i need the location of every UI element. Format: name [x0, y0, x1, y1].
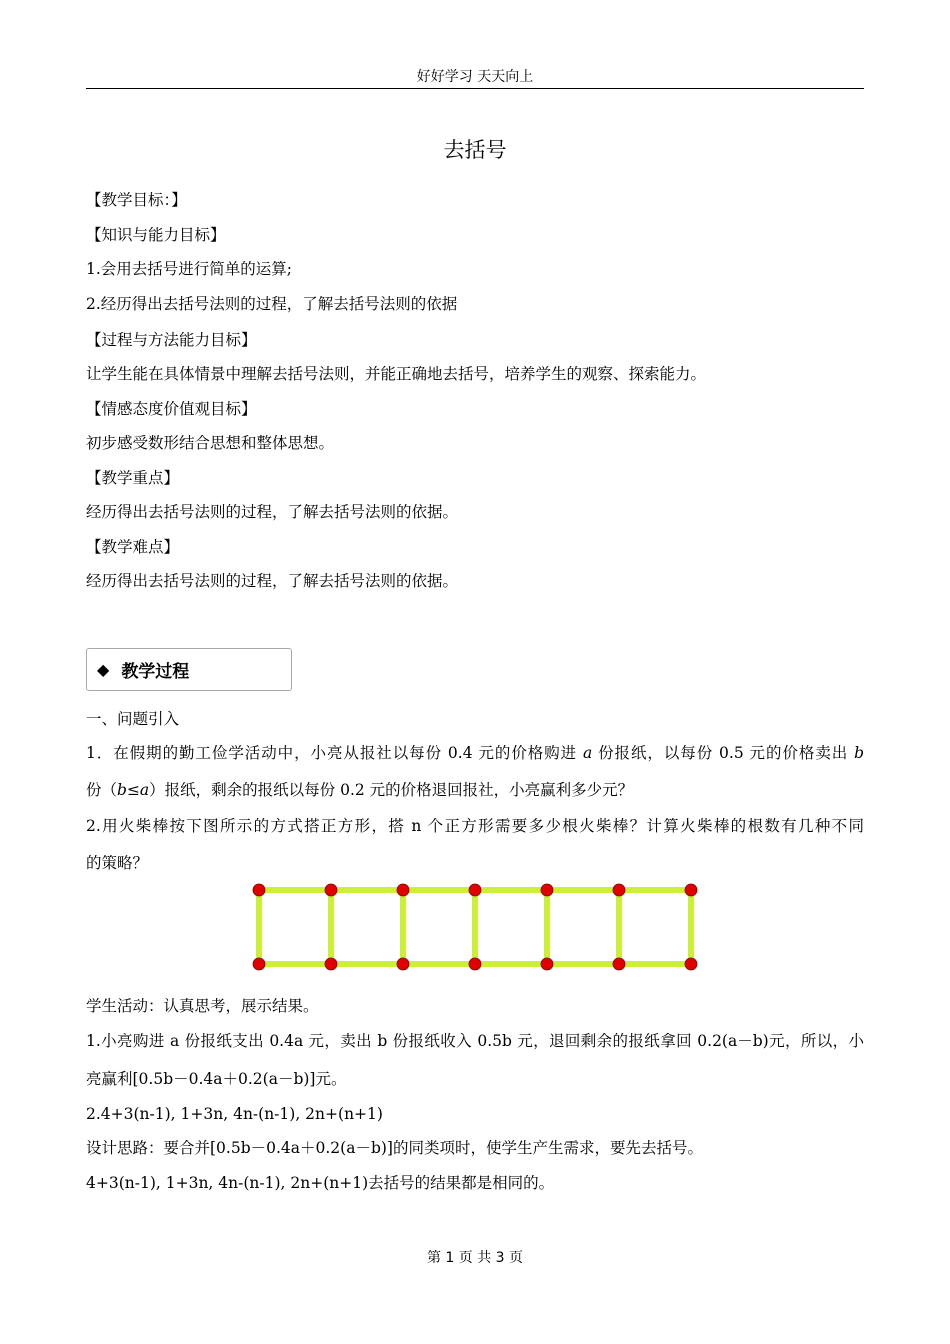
- key-point-text: 经历得出去括号法则的过程，了解去括号法则的依据。: [86, 503, 459, 521]
- teaching-process-box: [86, 648, 292, 691]
- document-title: 去括号: [443, 138, 507, 162]
- matchsticks: [259, 890, 691, 964]
- answer-1-line-1: 1.小亮购进 a 份报纸支出 0.4a 元，卖出 b 份报纸收入 0.5b 元，退回剩余的报纸拿回 0.2(a－b)元，所以，小: [86, 1032, 864, 1050]
- joint-dot: [469, 958, 481, 970]
- objectives-heading: 【教学目标：】: [86, 191, 187, 209]
- question-2-line-2: 的策略？: [86, 854, 149, 872]
- joint-dot: [325, 884, 337, 896]
- question-1-line-1: 1．在假期的勤工俭学活动中，小亮从报社以每份 0.4 元的价格购进 a 份报纸，以每份 0.5 元的价格卖出 b: [86, 744, 865, 762]
- page-header: 好好学习 天天向上: [416, 69, 534, 85]
- knowledge-goal-2: 2.经历得出去括号法则的过程，了解去括号法则的依据: [86, 295, 458, 313]
- process-goal-heading: 【过程与方法能力目标】: [86, 331, 257, 349]
- process-goal-text: 让学生能在具体情景中理解去括号法则，并能正确地去括号，培养学生的观察、探索能力。: [86, 365, 707, 383]
- joint-dot: [325, 958, 337, 970]
- teaching-process-label: 教学过程: [121, 662, 190, 682]
- knowledge-goal-heading: 【知识与能力目标】: [86, 226, 226, 244]
- student-activity-heading: 学生活动：认真思考，展示结果。: [86, 997, 319, 1015]
- joint-dot: [253, 958, 265, 970]
- matchstick-squares-figure: [248, 878, 704, 976]
- joint-dot: [613, 884, 625, 896]
- difficulty-text: 经历得出去括号法则的过程，了解去括号法则的依据。: [86, 572, 459, 590]
- joint-dot: [469, 884, 481, 896]
- diamond-icon: ◆: [97, 660, 110, 679]
- question-2-line-1: 2.用火柴棒按下图所示的方式搭正方形，搭 n 个正方形需要多少根火柴棒？计算火柴棒的根数有几种不同: [86, 817, 864, 835]
- emotion-goal-text: 初步感受数形结合思想和整体思想。: [86, 434, 335, 452]
- difficulty-heading: 【教学难点】: [86, 538, 180, 556]
- joint-dot: [253, 884, 265, 896]
- intro-heading: 一、问题引入: [86, 710, 180, 728]
- answer-2: 2.4+3(n-1), 1+3n, 4n-(n-1), 2n+(n+1): [86, 1105, 383, 1123]
- joint-dot: [613, 958, 625, 970]
- joint-dot: [397, 958, 409, 970]
- answer-1-line-2: 亮赢利[0.5b－0.4a＋0.2(a－b)]元。: [86, 1070, 347, 1088]
- joint-dot: [685, 958, 697, 970]
- design-idea: 设计思路：要合并[0.5b－0.4a＋0.2(a－b)]的同类项时，使学生产生需求，要先去括号。: [86, 1139, 703, 1157]
- page-footer: 第 1 页 共 3 页: [426, 1250, 524, 1266]
- joint-dot: [541, 958, 553, 970]
- joint-dot: [397, 884, 409, 896]
- header-rule: [86, 88, 864, 89]
- emotion-goal-heading: 【情感态度价值观目标】: [86, 400, 257, 418]
- conclusion: 4+3(n-1), 1+3n, 4n-(n-1), 2n+(n+1)去括号的结果都是相同的。: [86, 1174, 555, 1192]
- joint-dot: [541, 884, 553, 896]
- knowledge-goal-1: 1.会用去括号进行简单的运算;: [86, 260, 293, 278]
- question-1-line-2: 份（b≤a）报纸，剩余的报纸以每份 0.2 元的价格退回报社，小亮赢利多少元？: [86, 781, 634, 799]
- key-point-heading: 【教学重点】: [86, 469, 180, 487]
- joint-dot: [685, 884, 697, 896]
